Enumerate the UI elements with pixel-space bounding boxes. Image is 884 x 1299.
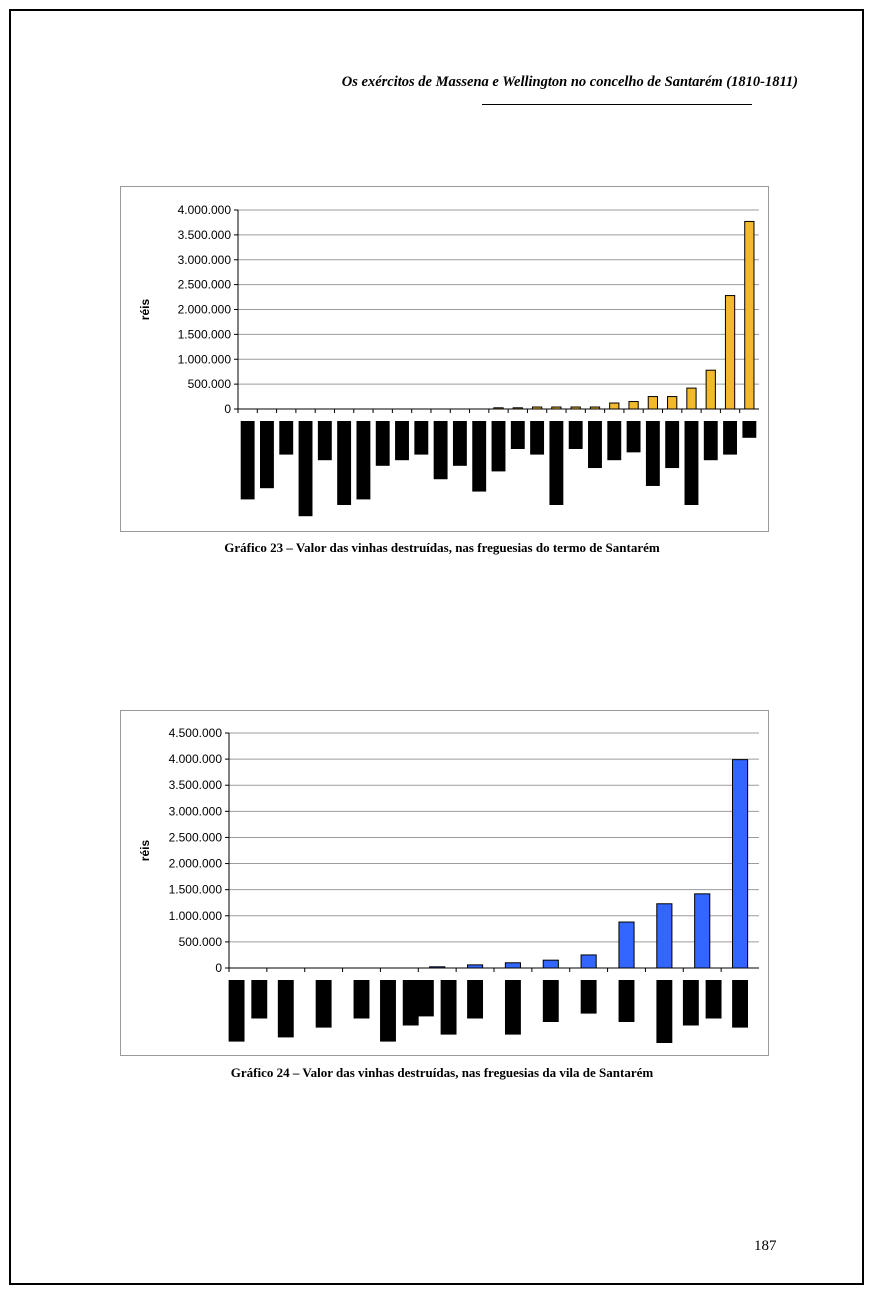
chart-23-label-redaction xyxy=(376,421,390,466)
chart-23-label-redaction xyxy=(723,421,737,455)
chart-23-label-redaction xyxy=(627,421,641,452)
chart-23-ytick-label: 4.000.000 xyxy=(177,203,231,217)
chart-23-label-redaction xyxy=(607,421,621,460)
chart-24-ytick-label: 4.000.000 xyxy=(168,752,222,767)
chart-24-label-redaction xyxy=(683,980,699,1026)
chart-23-label-redaction xyxy=(530,421,544,455)
chart-24-ytick-label: 1.500.000 xyxy=(168,882,222,897)
chart-24-label-redaction xyxy=(505,980,521,1035)
chart-23-bar xyxy=(745,221,754,409)
chart-23-bar xyxy=(552,407,561,409)
chart-23-label-redaction xyxy=(241,421,255,499)
chart-24-bar xyxy=(543,960,558,968)
chart-24-ytick-label: 1.000.000 xyxy=(168,908,222,923)
chart-23-ytick-label: 2.500.000 xyxy=(177,277,231,292)
chart-24-label-redaction xyxy=(251,980,267,1019)
chart-23-label-redaction xyxy=(318,421,332,460)
chart-24-label-redaction xyxy=(706,980,722,1019)
chart-24-ytick-label: 4.500.000 xyxy=(168,726,222,740)
chart-23-bar xyxy=(648,397,657,409)
chart-23-ytick-label: 1.000.000 xyxy=(177,352,231,367)
chart-23-bar xyxy=(610,403,619,409)
chart-24 xyxy=(120,710,769,1056)
chart-23-ytick-label: 500.000 xyxy=(187,377,231,392)
chart-24-label-redaction xyxy=(656,980,672,1043)
chart-24-bar xyxy=(468,965,483,968)
chart-24-bar xyxy=(619,922,634,968)
chart-24-ytick-label: 0 xyxy=(215,961,222,975)
chart-24-bar xyxy=(695,894,710,968)
chart-24-label-redaction xyxy=(278,980,294,1037)
chart-23-label-redaction xyxy=(549,421,563,505)
chart-23-label-redaction xyxy=(299,421,313,516)
chart-23-bar xyxy=(513,408,522,409)
chart-24-label-redaction xyxy=(380,980,396,1042)
chart-23-label-redaction xyxy=(742,421,756,438)
chart-23-bar xyxy=(725,296,734,409)
chart-23-ytick-label: 3.000.000 xyxy=(177,252,231,267)
chart-24-label-redaction xyxy=(619,980,635,1022)
chart-24-ytick-label: 500.000 xyxy=(178,934,222,949)
chart-24-y-axis-label: réis xyxy=(138,839,152,862)
chart-24-label-redaction xyxy=(229,980,245,1042)
chart-23-bar xyxy=(668,397,677,409)
chart-24-ytick-label: 3.000.000 xyxy=(168,804,222,819)
chart-23-ytick-label: 1.500.000 xyxy=(177,327,231,342)
chart-23-label-redaction xyxy=(588,421,602,468)
running-header: Os exércitos de Massena e Wellington no concelho de Santarém (1810-1811) xyxy=(341,74,798,90)
chart-23-label-redaction xyxy=(665,421,679,468)
chart-23-bar xyxy=(571,407,580,409)
chart-23-ytick-label: 0 xyxy=(224,402,231,416)
chart-24-bar xyxy=(505,963,520,968)
chart-24-caption: Gráfico 24 – Valor das vinhas destruídas, nas freguesias da vila de Santarém xyxy=(230,1065,654,1080)
chart-23-label-redaction xyxy=(356,421,370,499)
chart-23-label-redaction xyxy=(472,421,486,492)
chart-24-ytick-label: 2.000.000 xyxy=(168,856,222,871)
chart-23-bar xyxy=(629,402,638,409)
chart-24-label-redaction xyxy=(581,980,597,1014)
chart-23-label-redaction xyxy=(704,421,718,460)
chart-23-bar xyxy=(706,370,715,409)
chart-23-label-redaction xyxy=(646,421,660,486)
chart-23-label-redaction xyxy=(279,421,293,455)
chart-23-label-redaction xyxy=(260,421,274,488)
chart-24-bar xyxy=(430,967,445,968)
chart-24-label-redaction xyxy=(467,980,483,1019)
chart-24-bar xyxy=(581,955,596,968)
chart-23-caption: Gráfico 23 – Valor das vinhas destruídas, nas freguesias do termo de Santarém xyxy=(224,540,660,555)
chart-23-ytick-label: 3.500.000 xyxy=(177,227,231,242)
chart-23-label-redaction xyxy=(511,421,525,449)
chart-24-label-redaction xyxy=(543,980,559,1022)
chart-23-label-redaction xyxy=(569,421,583,449)
chart-23-label-redaction xyxy=(685,421,699,505)
chart-24-label-redaction xyxy=(354,980,370,1019)
page-number: 187 xyxy=(754,1238,777,1254)
chart-23-ytick-label: 2.000.000 xyxy=(177,302,231,317)
chart-23-label-redaction xyxy=(434,421,448,479)
chart-23-label-redaction xyxy=(337,421,351,505)
chart-23-bar xyxy=(687,388,696,409)
chart-24-label-redaction xyxy=(418,980,434,1016)
chart-24-label-redaction xyxy=(732,980,748,1028)
header-rule xyxy=(482,104,752,105)
chart-23-y-axis-label: réis xyxy=(138,298,152,321)
chart-24-ytick-label: 2.500.000 xyxy=(168,830,222,845)
chart-23-bar xyxy=(532,407,541,409)
chart-24-label-redaction xyxy=(403,980,419,1026)
chart-23-bar xyxy=(590,407,599,409)
chart-23-bar xyxy=(494,408,503,409)
chart-24-label-redaction xyxy=(316,980,332,1028)
chart-24-svg xyxy=(121,711,768,1055)
chart-24-bar xyxy=(733,760,748,968)
chart-24-ytick-label: 3.500.000 xyxy=(168,778,222,793)
chart-23-label-redaction xyxy=(453,421,467,466)
chart-23-svg xyxy=(121,187,768,531)
chart-23-label-redaction xyxy=(414,421,428,455)
chart-24-bar xyxy=(657,904,672,968)
chart-23 xyxy=(120,186,769,532)
chart-23-label-redaction xyxy=(395,421,409,460)
chart-23-label-redaction xyxy=(492,421,506,471)
chart-24-label-redaction xyxy=(441,980,457,1035)
